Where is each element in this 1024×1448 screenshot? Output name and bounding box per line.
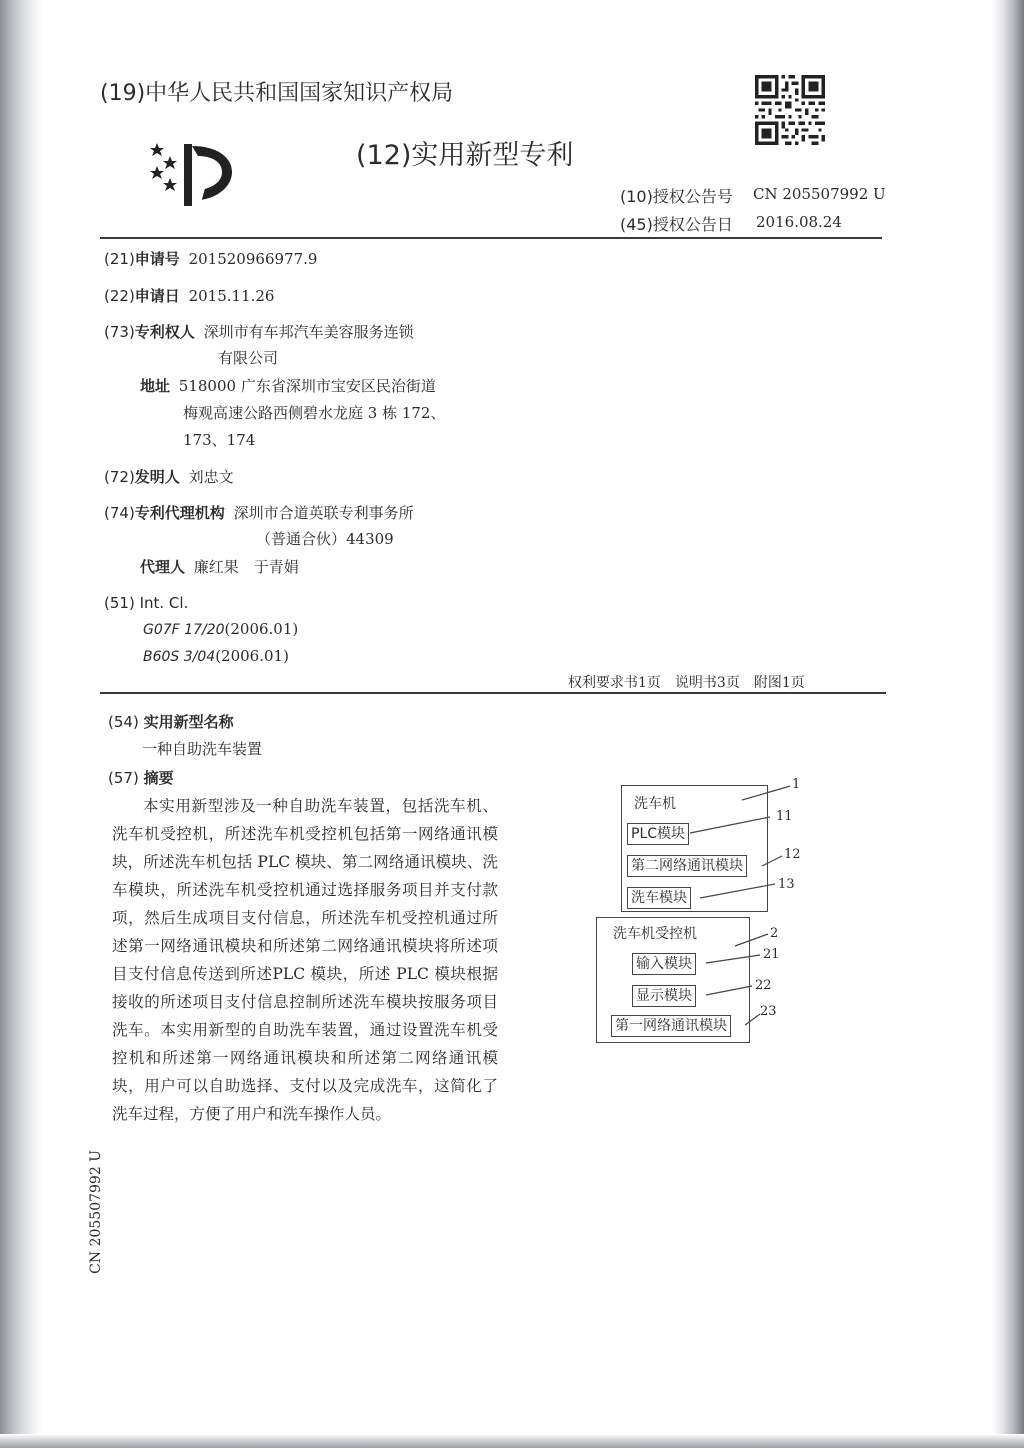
ipc-class: B60S 3/04 [143, 649, 216, 665]
ref-number: 23 [760, 1004, 777, 1019]
abstract-text: 本实用新型涉及一种自助洗车装置，包括洗车机、洗车机受控机，所述洗车机受控机包括第一网络通讯模块，所述洗车机包括 PLC 模块、第二网络通讯模块、洗车模块，所述洗车机受控机通过选择服务项目并支付款项，然后生成项目支付信息，所述洗车机受控机通过所述第一网络通讯模块和所述第二网络通讯模块将所述项目支付信息传送到所述PLC 模块，所述 PLC 模块根据接收的所述项目支付信息控制所述洗车模块按服务项目洗车。本实用新型的自助洗车装置，通过设置洗车机受控机和所述第一网络通讯模块和所述第二网络通讯模块，用户可以自助选择、支付以及完成洗车，这简化了洗车过程，方便了用户和洗车操作人员。 [112, 797, 498, 1123]
display-module: 显示模块 [632, 985, 696, 1007]
plc-module: PLC模块 [627, 823, 689, 845]
field-label: Int. Cl. [139, 594, 189, 612]
ref-number: 2 [770, 926, 779, 941]
car-wash-machine-title: 洗车机 [634, 796, 676, 812]
field-label: 专利权人 [134, 323, 195, 341]
agent-names: 廉红果 于青娟 [193, 558, 299, 576]
ref-number: 13 [778, 877, 795, 892]
patentee-line-1: 深圳市有车邦汽车美容服务连锁 [203, 323, 414, 341]
ipc-class: G07F 17/20 [143, 622, 225, 638]
controlled-unit-title: 洗车机受控机 [613, 926, 697, 942]
ref-number: 22 [755, 978, 772, 993]
car-wash-module: 洗车模块 [627, 887, 691, 909]
field-code: (74) [104, 504, 135, 522]
ref-number: 1 [792, 777, 801, 792]
ref-number: 11 [776, 809, 793, 824]
field-code: (22) [104, 287, 135, 305]
ipc-version: (2006.01) [224, 620, 299, 638]
ref-number: 12 [784, 847, 801, 862]
utility-title: 一种自助洗车装置 [142, 740, 263, 758]
field-label: 申请号 [134, 250, 180, 268]
field-code: (73) [104, 323, 135, 341]
field-code: (54) [108, 713, 139, 731]
application-number: 201520966977.9 [188, 250, 318, 268]
document-type: (12)实用新型专利 [356, 140, 574, 171]
address-line-2: 梅观高速公路西侧碧水龙庭 3 栋 172、 [183, 404, 446, 422]
field-label: 实用新型名称 [143, 713, 234, 731]
address-line-1: 518000 广东省深圳市宝安区民治街道 [178, 377, 436, 395]
publication-date-label: (45)授权公告日 [620, 215, 733, 234]
field-label: 申请日 [134, 287, 180, 305]
patentee-line-2: 有限公司 [218, 349, 279, 367]
first-network-module: 第一网络通讯模块 [611, 1015, 731, 1037]
second-network-module: 第二网络通讯模块 [627, 855, 747, 877]
publication-number-label: (10)授权公告号 [620, 187, 733, 206]
agency-line-2: （普通合伙）44309 [256, 530, 394, 548]
application-date: 2015.11.26 [188, 287, 275, 305]
page-counts: 权利要求书1页 说明书3页 附图1页 [568, 675, 805, 691]
publication-number: CN 205507992 U [753, 185, 886, 203]
ipc-version: (2006.01) [215, 647, 289, 665]
side-publication-code: CN 205507992 U [88, 1150, 104, 1274]
field-label: 摘要 [143, 769, 174, 787]
office-name: (19)中华人民共和国国家知识产权局 [100, 81, 454, 106]
inventor-name: 刘忠文 [188, 468, 234, 486]
field-label: 专利代理机构 [134, 504, 225, 522]
field-label: 地址 [140, 377, 171, 395]
address-line-3: 173、174 [183, 431, 256, 449]
publication-date: 2016.08.24 [756, 213, 842, 231]
agency-line-1: 深圳市合道英联专利事务所 [233, 504, 414, 522]
field-code: (21) [104, 250, 135, 268]
field-code: (51) [104, 594, 135, 612]
ref-number: 21 [763, 947, 780, 962]
field-code: (57) [108, 769, 139, 787]
field-code: (72) [104, 468, 135, 486]
input-module: 输入模块 [632, 953, 696, 975]
field-label: 代理人 [140, 558, 186, 576]
field-label: 发明人 [134, 468, 180, 486]
